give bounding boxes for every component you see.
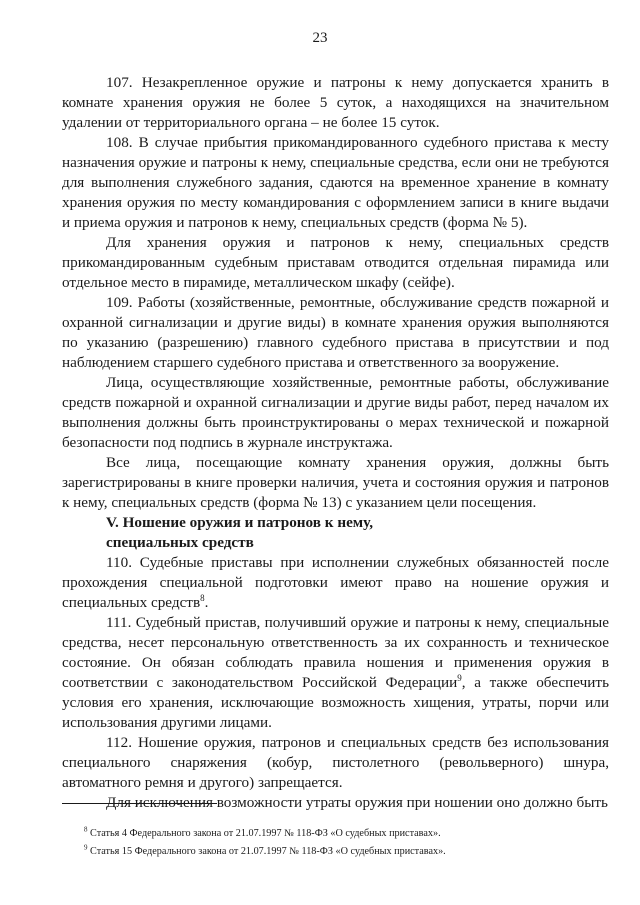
document-body xyxy=(62,73,609,813)
paragraph-text: Для исключения возможности утраты оружия при ношении оно должно быть xyxy=(106,794,608,811)
paragraph-108 xyxy=(62,133,609,233)
paragraph-text: Все лица, посещающие комнату хранения оружия, должны быть зарегистрированы в книге проверки наличия, учета и состояния оружия и патронов к нему, специальных средств (форма № 13) с указанием цели посещения. xyxy=(62,454,609,511)
paragraph-number: 109. xyxy=(106,294,133,311)
paragraph-text: Работы (хозяйственные, ремонтные, обслуживание средств пожарной и охранной сигнализации и другие виды) в комнате хранения оружия выполняются по указанию (разрешению) главного судебного пристава в присутствии и под наблюдением старшего судебного пристава и ответственного за вооружение. xyxy=(62,294,609,371)
paragraph-109 xyxy=(62,293,609,373)
paragraph-text: Незакрепленное оружие и патроны к нему допускается хранить в комнате хранения оружия не более 5 суток, а находящихся на значительном удалении от территориального органа – не более 15 суток. xyxy=(62,74,609,131)
footnote-text: Статья 15 Федерального закона от 21.07.1997 № 118-ФЗ «О судебных приставах». xyxy=(87,846,446,857)
footnote-8 xyxy=(84,825,624,843)
paragraph-tail: . xyxy=(204,594,209,611)
paragraph-107 xyxy=(62,73,609,133)
paragraph-text: В случае прибытия прикомандированного судебного пристава к месту назначения оружие и патроны к нему, специальные средства, если они не требуются для выполнения служебного задания, сдаются на временное хранение в комнату хранения оружия по месту командирования с оформлением записи в книге выдачи и приема оружия и патронов к нему, специальных средств (форма № 5). xyxy=(62,134,609,231)
footnote-text: Статья 4 Федерального закона от 21.07.1997 № 118-ФЗ «О судебных приставах». xyxy=(87,828,441,839)
section-heading xyxy=(62,513,609,553)
footnote-ref-9[interactable]: 9 xyxy=(457,672,462,683)
footnote-marker: 8 xyxy=(84,825,88,834)
paragraph-text: 111. Судебный пристав, получивший оружие и патроны к нему, специальные средства, несет персональную ответственность за их сохранность и техническое состояние. Он обязан соблюдать правила ношения и применения оружия в соответствии с законодательством Российской Федерации xyxy=(62,614,609,691)
paragraph-110 xyxy=(62,553,609,613)
paragraph-108-cont xyxy=(62,233,609,293)
paragraph-text: Лица, осуществляющие хозяйственные, ремонтные работы, обслуживание средств пожарной и охранной сигнализации и другие виды работ, перед началом их выполнения должны быть проинструктированы о мерах технической и пожарной безопасности под подпись в журнале инструктажа. xyxy=(62,374,609,451)
paragraph-number: 107. xyxy=(106,74,133,91)
paragraph-text: 112. Ношение оружия, патронов и специальных средств без использования специального снаряжения (кобур, пистолетного (револьверного) шнура, автоматного ремня и другого) запрещается. xyxy=(62,734,609,791)
paragraph-number: 108. xyxy=(106,134,133,151)
footnotes xyxy=(84,825,624,861)
section-heading-line-1: V. Ношение оружия и патронов к нему, xyxy=(106,514,374,531)
paragraph-text: 110. Судебные приставы при исполнении служебных обязанностей после прохождения специальной подготовки имеют право на ношение оружия и специальных средств xyxy=(62,554,609,611)
section-heading-line-2: специальных средств xyxy=(106,534,254,551)
paragraph-112 xyxy=(62,733,609,793)
footnote-ref-8[interactable]: 8 xyxy=(200,592,205,603)
paragraph-109-cont-1 xyxy=(62,373,609,453)
paragraph-text: Для хранения оружия и патронов к нему, специальных средств прикомандированным судебным приставам отводится отдельная пирамида или отдельное место в пирамиде, металлическом шкафу (сейфе). xyxy=(62,234,609,291)
paragraph-tail: , а также обеспечить условия его хранения, исключающие возможность хищения, утраты, порчи или использования другими лицами. xyxy=(62,674,609,731)
page-number: 23 xyxy=(312,30,328,46)
paragraph-111 xyxy=(62,613,609,733)
footnote-divider xyxy=(62,803,217,804)
footnote-9 xyxy=(84,843,624,861)
footnote-marker: 9 xyxy=(84,843,88,852)
paragraph-109-cont-2 xyxy=(62,453,609,513)
